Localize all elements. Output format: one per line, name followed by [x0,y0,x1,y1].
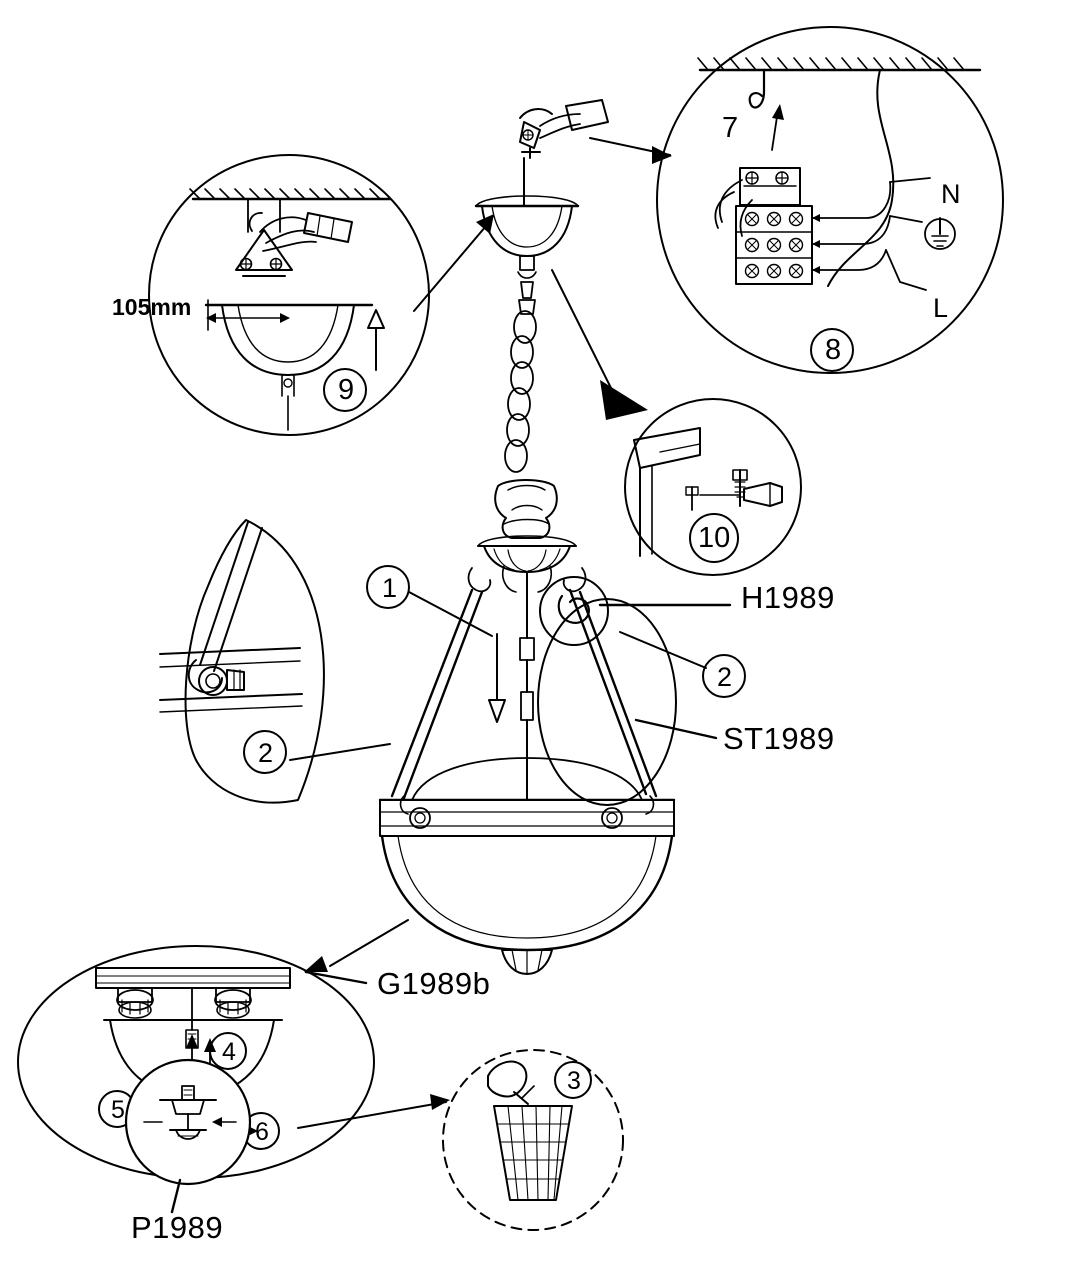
step-number-10: 10 [698,522,731,554]
step-number-2-left: 2 [258,738,274,768]
step-number-7: 7 [722,112,739,144]
step-number-5: 5 [111,1096,125,1124]
step-number-8: 8 [825,334,842,366]
callout-rings [367,566,745,805]
terminal-label-live: L [933,293,949,323]
step-number-6: 6 [255,1118,269,1146]
step-number-9: 9 [338,374,355,406]
step-number-3: 3 [567,1067,581,1095]
part-label-st1989: ST1989 [723,721,835,756]
terminal-label-neutral: N [941,179,961,209]
detail-callout-3 [443,1050,623,1230]
step-number-1: 1 [382,573,398,603]
part-label-h1989: H1989 [741,580,835,615]
step-number-4: 4 [222,1038,236,1066]
detail-callout-2-left [160,520,324,803]
detail-callout-g1989b [18,946,374,1184]
dimension-label-105mm: 105mm [112,294,192,320]
main-fixture [380,100,674,974]
part-label-g1989b: G1989b [377,966,491,1001]
step-number-2-right: 2 [717,662,733,692]
part-label-p1989: P1989 [131,1210,224,1245]
